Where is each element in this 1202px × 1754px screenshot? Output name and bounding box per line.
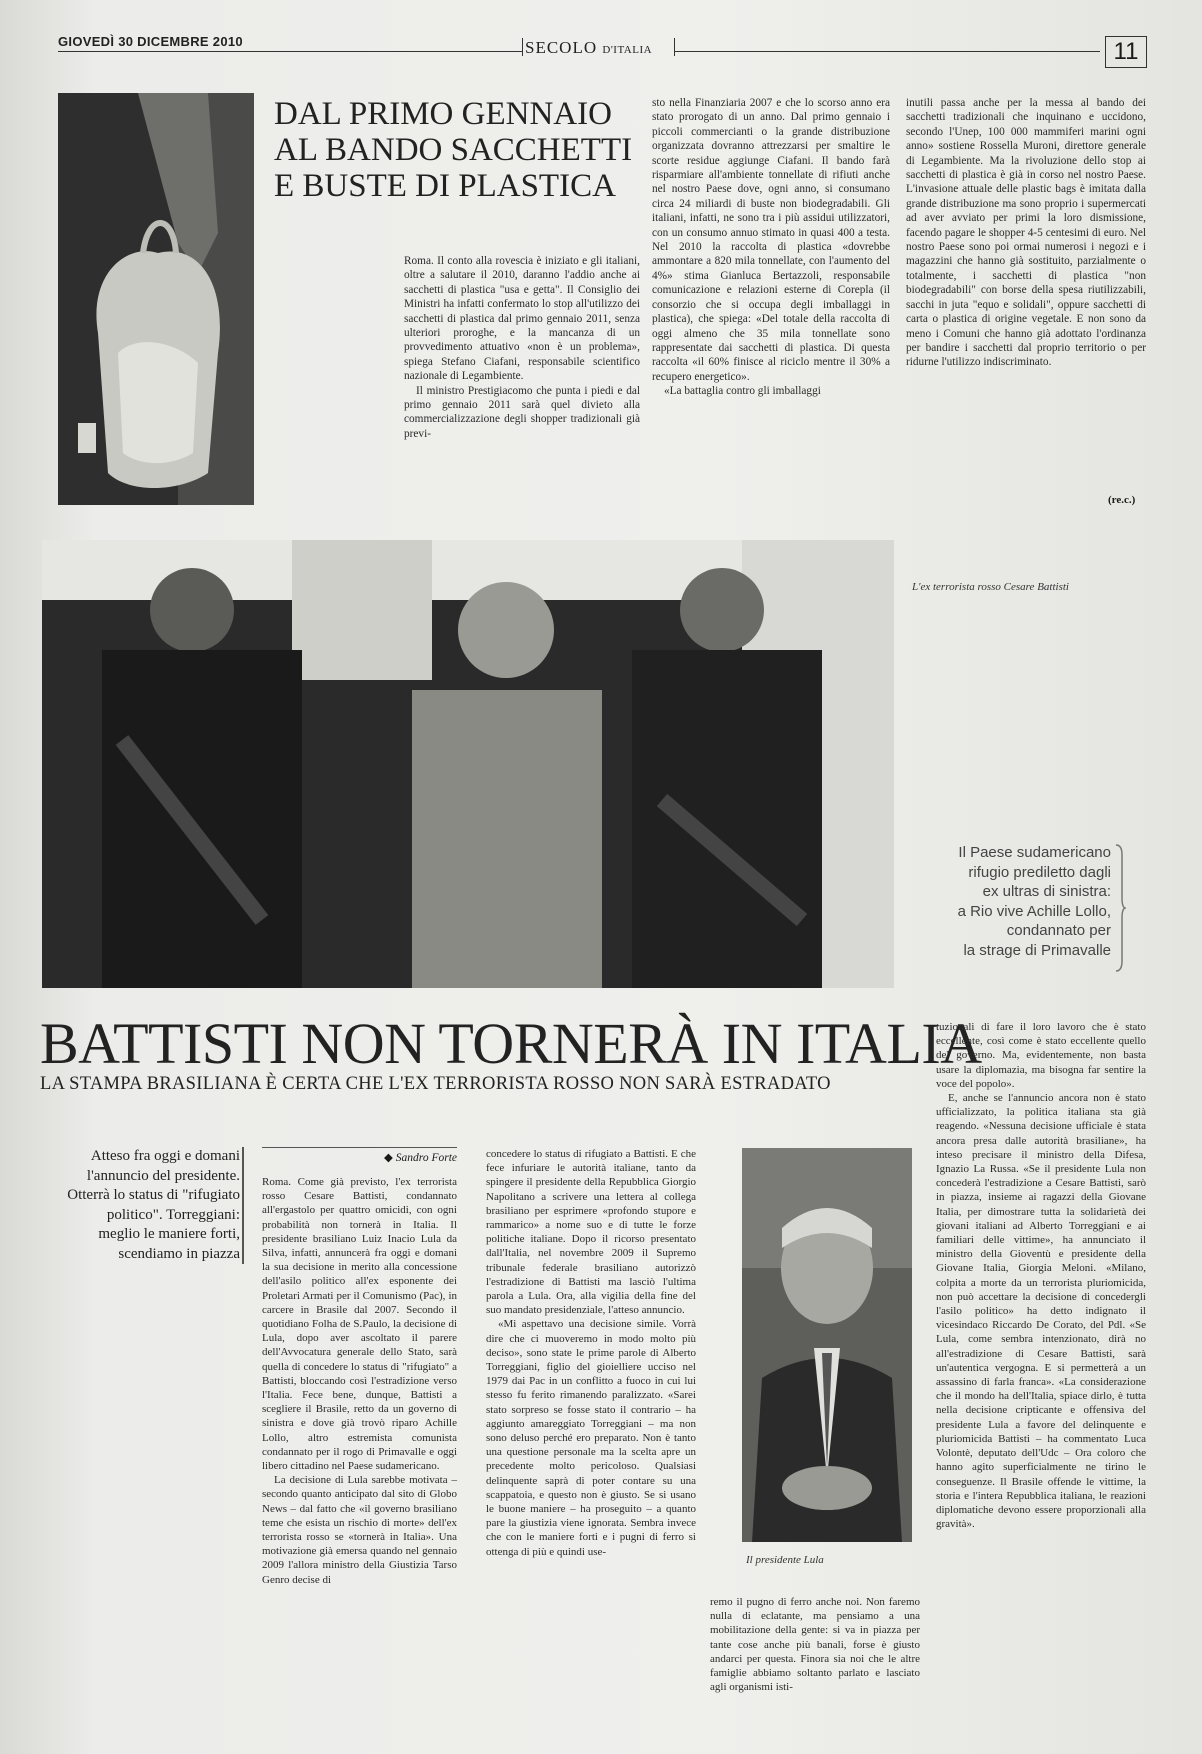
kicker-line: politico". Torreggiani: xyxy=(106,1206,240,1223)
masthead-date: GIOVEDÌ 30 DICEMBRE 2010 xyxy=(58,34,243,49)
masthead-rule-left xyxy=(58,51,523,52)
article2-col3-p1: remo il pugno di ferro anche noi. Non faremo nulla di eclatante, ma pensiamo a una mobilitazione della gente: si va in piazza per tante cose anche più banali, forse è giusto andarci per questa. Finora sia noi che le altre famiglie abbiamo soltanto parlato e lasciato agli organismi isti- xyxy=(710,1596,920,1694)
lula-portrait-illustration xyxy=(742,1148,912,1542)
battisti-arrest-illustration xyxy=(42,540,894,988)
article2-col1 xyxy=(262,1175,457,1587)
article2-byline: ◆ Sandro Forte xyxy=(262,1147,457,1164)
paper-name: SECOLO xyxy=(525,38,598,57)
article1-col1-p1: Roma. Il conto alla rovescia è iniziato e gli italiani, oltre a salutare il 2010, daranno l'addio anche ai sacchetti di plastica "usa e getta". Il Consiglio dei Ministri ha infatti confermato lo stop all'utilizzo dei sacchetti di plastica dal primo gennaio 2011, senza ulteriori proroghe, e la mancanza di un provvedimento attuativo «non è un problema», spiega Stefano Ciafani, responsabile scientifico nazionale di Legambiente. xyxy=(404,255,640,383)
side-caption-line: ex ultras di sinistra: xyxy=(982,883,1111,900)
masthead-rule-right xyxy=(675,51,1100,52)
side-caption-line: condannato per xyxy=(1006,922,1111,939)
article1-col1 xyxy=(404,254,640,441)
article1-col2-p1: sto nella Finanziaria 2007 e che lo scorso anno era stato prorogato di un anno. Dal primo gennaio i piccoli commercianti o la grande distribuzione organizzata dovranno attrezzarsi per smaltire le scorte residue aggiunge Ciafani. Il bando farà risparmiare all'ambiente tonnellate di rifiuti anche nel nostro Paese dove, ogni anno, si consumano circa 24 miliardi di buste non biodegradabili. Gli italiani, infatti, ne sono tra i più assidui utilizzatori, con un consumo annuo stimato in quasi 400 a testa. Nel 2010 la raccolta di plastica «dovrebbe ammontare a 820 mila tonnellate, con l'aumento del 4%» stima Gianluca Bertazzoli, responsabile comunicazione e relazioni esterne di Corepla (il consorzio che si occupa degli imballaggi in plastica), che spiega: «Del totale della raccolta di oggi almeno che 35 mila tonnellate sono rappresentate dai sacchetti di plastica. Di questa raccolta «il 60% finisce al riciclo mentre il 30% a recupero energetico». xyxy=(652,97,890,383)
side-caption-line: Il Paese sudamericano xyxy=(958,844,1111,861)
masthead-divider-right xyxy=(674,38,675,56)
article1-col1-p2: Il ministro Prestigiacomo che punta i piedi e dal primo gennaio 2011 sarà quel divieto alla commercializzazione degli shopper tradizionali già previ- xyxy=(404,384,640,440)
battisti-photo-caption: L'ex terrorista rosso Cesare Battisti xyxy=(912,581,1069,593)
masthead-paper-name xyxy=(525,38,652,58)
article1-col2-p2: «La battaglia contro gli imballaggi xyxy=(664,385,821,398)
article2-col4-p2: E, anche se l'annuncio ancora non è stato ufficializzato, la politica italiana sta già reagendo. «Nessuna decisione ufficiale è stata ancora presa dalle autorità brasiliane», ha inteso precisare il ministro della Difesa, Ignazio La Russa. «Se il presidente Lula non concederà l'estradizione a Cesare Battisti, sarò in piazza, insieme ai ragazzi della Giovane Italia, per dimostrare tutta la solidarietà dei giovani italiani ad Alberto Torreggiani e ai familiari delle vittime», ha annunciato il ministro della Gioventù e presidente della Giovane Italia, Giorgia Meloni. «Milano, colpita a morte da un terrorista pluriomicida, non può accettare la decisione di concedergli l'asilo politico» ha detto indignato il vicesindaco Riccardo De Corato, del Pdl. «Se Lula, come sembra intenzionato, dirà no all'estradizione di Cesare Battisti, sarà un'autentica vergogna. E si permetterà a un assassino di farla franca». «La considerazione che il mondo ha dell'Italia, spiace dirlo, è tutta nella decisione cripticante e offensiva del presidente Lula a favore del delinquente e pluriomicida Battisti – ha commentato Luca Volontè, deputato dell'Udc – Ora coloro che hanno agito superficialmente ne tirino le conseguenze. Il Brasile offende le vittime, la storia e l'intera Repubblica italiana, le reazioni diplomatiche devono essere proporzionali alla gravità». xyxy=(936,1092,1146,1531)
side-caption-line: la strage di Primavalle xyxy=(963,941,1111,959)
article2-col1-p1: Roma. Come già previsto, l'ex terrorista rosso Cesare Battisti, condannato all'ergastolo per quattro omicidi, con ogni probabilità non tornerà in Italia. Il presidente brasiliano Luiz Inacio Lula da Silva, infatti, annuncerà fra oggi e domani la sua decisione in merito alla concessione dell'asilo politico all'ex esponente dei Proletari Armati per il Comunismo (Pac), in carcere in Brasile dal 2007. Secondo il quotidiano Folha de S.Paulo, la decisione di Lula, dopo aver ascoltato il parere dell'Avvocatura generale dello Stato, sarà quella di concedere lo status di "rifugiato" a Battisti, bloccando così l'estradizione verso l'Italia. Fece bene, dunque, Battisti a scegliere il Brasile, retto da un governo di sinistra e dove già trovò riparo Achille Lollo, altro estremista comunista condannato per il rogo di Primavalle e oggi libero cittadino nel Paese sudamericano. xyxy=(262,1176,457,1473)
lula-photo-caption: Il presidente Lula xyxy=(746,1554,824,1566)
article2-col2-p1: concedere lo status di rifugiato a Battisti. E che fece infuriare le autorità italiane, tanto da spingere il presidente della Repubblica Giorgio Napolitano a scrivere una lettera al collega brasiliano per esprimere «profondo stupore e rammarico» a nome suo e di tutte le forze politiche italiane. Dopo il ricorso presentato dall'Italia, nel novembre 2009 il Supremo tribunale federale brasiliano autorizzò l'estradizione di Battisti ma lasciò l'ultima parola a Lula. Ora, alla vigilia della fine del suo mandato presidenziale, l'atteso annuncio. xyxy=(486,1148,696,1317)
plastic-bag-illustration xyxy=(58,93,254,505)
kicker-line: Atteso fra oggi e domani xyxy=(90,1148,240,1164)
side-caption-brace xyxy=(1114,843,1126,973)
side-caption xyxy=(916,843,1111,960)
article1-col2 xyxy=(652,96,890,399)
battisti-photo xyxy=(42,540,894,988)
article2-subhead: LA STAMPA BRASILIANA È CERTA CHE L'EX TERRORISTA ROSSO NON SARÀ ESTRADATO xyxy=(40,1074,831,1094)
article1-signature: (re.c.) xyxy=(1108,494,1136,506)
article2-col4 xyxy=(936,1020,1146,1531)
article2-col2-p2: «Mi aspettavo una decisione simile. Vorrà dire che ci muoveremo in modo molto più deciso», sono state le prime parole di Alberto Torreggiani, figlio del gioielliere ucciso nel 1979 dai Pac in un conflitto a fuoco in cui lui stesso fu ferito rimanendo paralizzato. «Sarei stato sorpreso se fosse stato il contrario – ha aggiunto amareggiato Torreggiani – ma non sono deluso perché ero preparato. Non è tanto una questione personale ma la scelta apre un precedente molto pericoloso. Qualsiasi delinquente saprà di poter contare su una scappatoia, e questo non è giusto. Se si usano le buone maniere – ha proseguito – a quanto pare la giustizia viene ignorata. Sembra invece che con le maniere forti e i pugni di ferro si ottenga di più e quindi use- xyxy=(486,1318,696,1558)
article2-headline: BATTISTI NON TORNERÀ IN ITALIA xyxy=(40,1011,982,1076)
article1-col3-p1: inutili passa anche per la messa al bando dei sacchetti tradizionali che inquinano e uccidono, secondo l'Unep, 100 000 mammiferi marini ogni anno» sostiene Rossella Muroni, direttore generale di Legambiente. Ma la rivoluzione dello stop ai sacchetti di plastica è già in corso nel nostro Paese. L'invasione attuale delle plastic bags è imitata dalla grande distribuzione ma sono proprio i supermercati ad aver avviato per primi la loro dismissione, facendo pagare le shopper 4-5 centesimi di euro. Nel nostro Paese sono poi ormai numerosi i negozi e i magazzini che hanno già sostituito, parzialmente o totalmente, i sacchetti di plastica "non biodegradabili" con borse della spesa riutilizzabili, sacchi in juta "equo e solidali", oppure sacchetti di carta o plastica di origine vegetale. E non sono da meno i Comuni che hanno già adottato l'ordinanza per bandire i sacchetti dal proprio territorio o per ridurne l'utilizzo indiscriminato. xyxy=(906,97,1146,369)
article2-col2 xyxy=(486,1147,696,1559)
side-caption-line: a Rio vive Achille Lollo, xyxy=(957,902,1111,920)
article1-headline: DAL PRIMO GENNAIO AL BANDO SACCHETTI E BUSTE DI PLASTICA xyxy=(274,96,633,204)
kicker-line: Otterrà lo status di "rifugiato xyxy=(67,1187,240,1203)
page-number: 11 xyxy=(1105,36,1147,68)
kicker-line: meglio le maniere forti, xyxy=(98,1226,240,1242)
masthead-divider-left xyxy=(522,38,523,56)
side-caption-line: rifugio prediletto dagli xyxy=(968,863,1111,881)
article2-col4-p1: tuzionali di fare il loro lavoro che è stato eccellente, così come è stato eccellente quello del governo. Ma, evidentemente, non basta usare la diplomazia, ma bisogna far sentire la voce del popolo». xyxy=(936,1021,1146,1090)
article2-col1-p2: La decisione di Lula sarebbe motivata – secondo quanto anticipato dal sito di Globo News – dal fatto che «il governo brasiliano teme che esista un rischio di morte» dell'ex terrorista rosso se «tornerà in Italia». Una motivazione già emersa quando nel gennaio 2009 l'allora ministro della Giustizia Tarso Genro decise di xyxy=(262,1474,457,1586)
plastic-bag-photo xyxy=(58,93,254,505)
kicker-line: l'annuncio del presidente. xyxy=(86,1167,240,1184)
paper-suffix: D'ITALIA xyxy=(602,44,653,56)
article2-col3 xyxy=(710,1595,920,1694)
kicker-line: scendiamo in piazza xyxy=(118,1245,240,1262)
byline-author: Sandro Forte xyxy=(395,1152,457,1164)
lula-photo xyxy=(742,1148,912,1542)
article2-kicker xyxy=(40,1147,244,1264)
article1-col3 xyxy=(906,96,1146,370)
